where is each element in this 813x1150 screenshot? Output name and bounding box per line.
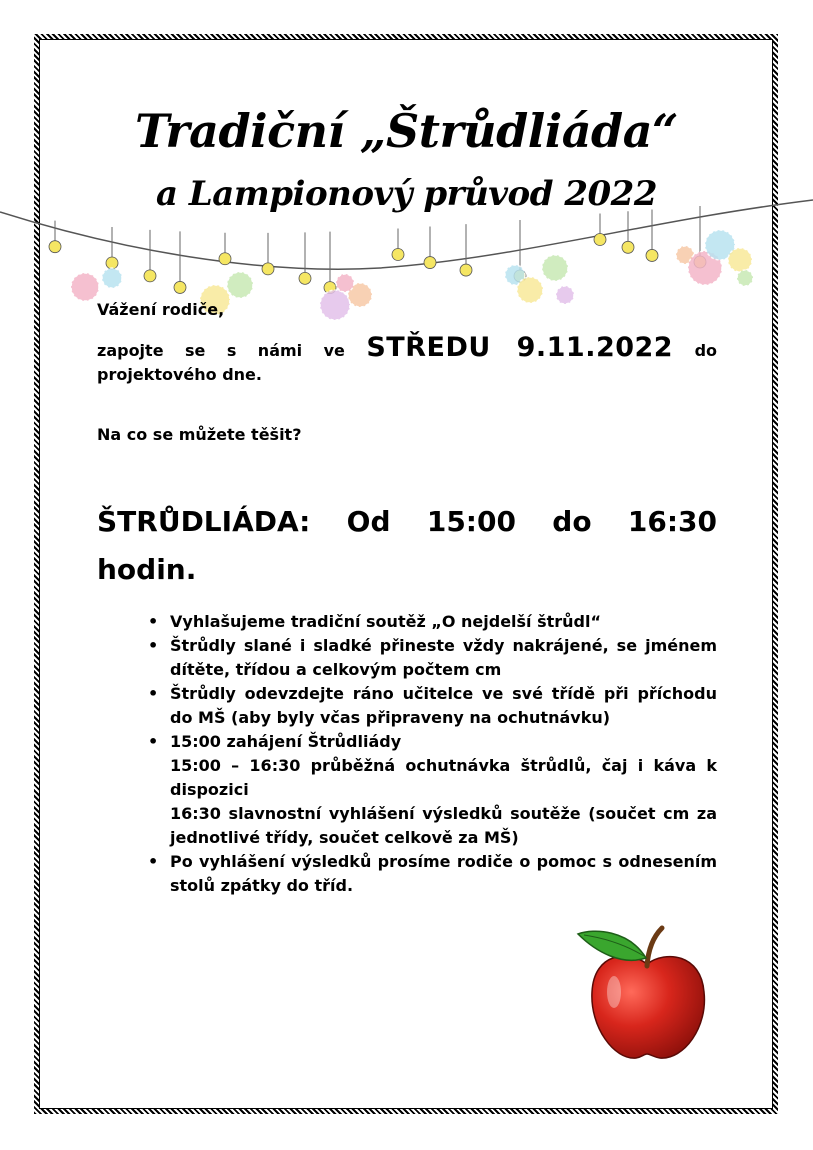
light-bulb-icon: [49, 241, 61, 253]
program-heading: ŠTRŮDLIÁDA: Od 15:00 do 16:30 hodin.: [97, 505, 717, 586]
program-item-line: • 15:00 zahájení Štrůdliády: [170, 732, 402, 751]
program-item-line: • Štrůdly odevzdejte ráno učitelce ve své třídě při příchodu do MŠ (aby byly včas připraveny na ochutnávku): [170, 684, 717, 727]
paper-lantern-icon: [737, 270, 753, 286]
light-bulb-icon: [460, 264, 472, 276]
light-bulb-icon: [144, 270, 156, 282]
program-item-line: • Vyhlašujeme tradiční soutěž „O nejdelší štrůdl“: [170, 612, 602, 631]
greeting: Vážení rodiče,: [97, 300, 225, 319]
light-bulb-icon: [622, 241, 634, 253]
light-bulb-icon: [299, 272, 311, 284]
question: Na co se můžete těšit?: [97, 425, 302, 444]
paper-lantern-icon: [728, 248, 752, 272]
light-bulb-icon: [106, 257, 118, 269]
intro-before: zapojte se s námi ve: [97, 341, 345, 360]
light-bulb-icon: [594, 234, 606, 246]
event-date: STŘEDU 9.11.2022: [366, 332, 674, 363]
program-item: [170, 850, 717, 898]
program-item: [170, 730, 717, 850]
program-item-line: • Štrůdly slané i sladké přineste vždy nakrájené, se jménem dítěte, třídou a celkovým počtem cm: [170, 636, 717, 679]
program-list: [170, 610, 717, 898]
program-item-line: • Po vyhlášení výsledků prosíme rodiče o pomoc s odnesením stolů zpátky do tříd.: [170, 852, 717, 895]
program-item: [170, 634, 717, 682]
intro-after: do projektového dne.: [97, 341, 718, 384]
paper-lantern-icon: [102, 268, 122, 288]
paper-lantern-icon: [336, 274, 354, 292]
program-item: [170, 610, 717, 634]
title-line-1: Tradiční „Štrůdliáda“: [135, 104, 678, 158]
intro-paragraph: [97, 332, 718, 387]
program-item: [170, 682, 717, 730]
title-line-2: a Lampionový průvod 2022: [156, 174, 657, 214]
light-bulb-icon: [646, 249, 658, 261]
light-bulb-icon: [174, 281, 186, 293]
paper-lantern-icon: [71, 273, 99, 301]
apple-illustration: [574, 922, 720, 1064]
light-bulb-icon: [262, 263, 274, 275]
program-item-line: 16:30 slavnostní vyhlášení výsledků soutěže (součet cm za jednotlivé třídy, součet celkově za MŠ): [170, 804, 717, 847]
paper-lantern-icon: [542, 255, 568, 281]
program-item-line: 15:00 – 16:30 průběžná ochutnávka štrůdlů, čaj i káva k dispozici: [170, 756, 717, 799]
light-bulb-icon: [392, 248, 404, 260]
paper-lantern-icon: [227, 272, 253, 298]
light-bulb-icon: [219, 253, 231, 265]
light-bulb-icon: [424, 257, 436, 269]
